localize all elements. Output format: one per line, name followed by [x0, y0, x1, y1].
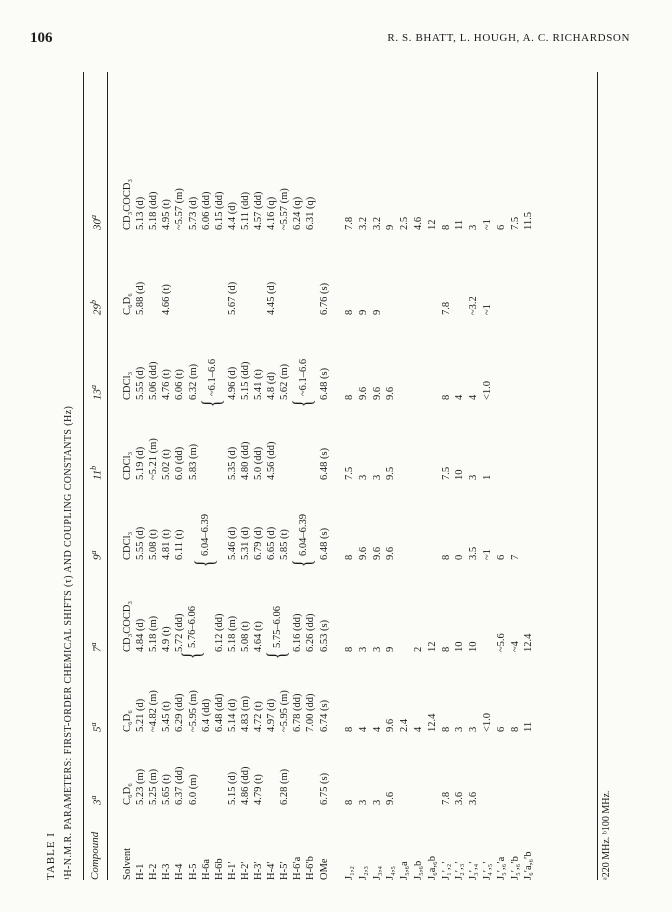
column-header-footnote-mark: a [89, 795, 98, 800]
table-cell: 5.55 (d) [135, 366, 147, 400]
table-cell: 6.65 (d) [266, 526, 278, 560]
column-header [89, 215, 104, 230]
table-cell: 6.16 (dd) [292, 613, 304, 652]
table-cell: 6.48 (s) [318, 447, 330, 480]
table-cell: 6.11 (t) [174, 529, 186, 560]
table-cell: 4.66 (t) [161, 284, 173, 315]
coupling-cell: 8 [344, 394, 355, 400]
table-cell: 6.79 (d) [253, 526, 264, 560]
coupling-cell: ~3.2 [468, 296, 480, 315]
column-header [89, 796, 104, 806]
column-header-footnote-mark: a [89, 722, 98, 727]
column-header-text: Compound [89, 831, 101, 880]
table-cell: CDCl₃ [122, 531, 133, 560]
table-cell: 6.28 (m) [279, 768, 291, 805]
range-value: 6.04–6.39 [298, 514, 310, 556]
range-value: ~6.1–6.6 [206, 358, 218, 396]
table-cell: ~5.57 (m) [174, 188, 186, 230]
table-cell: 5.62 (m) [279, 363, 291, 400]
table-cell: 4.76 (t) [161, 369, 173, 400]
top-rule [83, 72, 84, 880]
coupling-cell: 8 [344, 726, 355, 732]
row-label: H-6′a [292, 856, 304, 880]
coupling-cell: 3 [468, 224, 480, 230]
coupling-cell: ~1 [482, 219, 493, 230]
table-cell: 6.75 (s) [318, 772, 330, 805]
table-cell: 6.48 (s) [318, 367, 330, 400]
table-cell: C₆D₆ [122, 783, 133, 805]
coupling-cell: 4 [468, 394, 480, 400]
table-cell: CDCl₃ [122, 451, 133, 480]
table-cell: 5.46 (d) [226, 526, 238, 560]
coupling-cell: 8 [509, 726, 521, 732]
coupling-cell: 3 [371, 799, 383, 805]
bottom-rule [597, 72, 598, 880]
table-cell: ~5.21 (m) [148, 438, 160, 480]
coupling-cell: 12 [426, 641, 438, 652]
table-cell: 5.02 (t) [161, 449, 173, 480]
coupling-cell: 9.6 [385, 546, 397, 560]
range-brace: { [288, 399, 318, 407]
range-brace: { [196, 399, 226, 407]
table-cell: 6.06 (dd) [200, 191, 212, 230]
coupling-cell: 4 [454, 394, 466, 400]
coupling-cell: 8 [344, 554, 355, 560]
table-cell: 5.67 (d) [226, 281, 238, 315]
table-cell: 6.31 (q) [305, 196, 317, 230]
range-brace: { [190, 559, 220, 567]
coupling-cell: 10 [454, 641, 466, 652]
table-cell: 4.79 (t) [253, 774, 264, 805]
table-cell: 4.95 (t) [161, 199, 173, 230]
coupling-label: J₄,₅ [385, 865, 397, 880]
coupling-label: J₄′,₅′ [482, 861, 493, 880]
coupling-cell: 2.4 [399, 718, 411, 732]
coupling-cell: 4 [371, 726, 383, 732]
row-label: H-5 [187, 863, 199, 880]
table-cell: 4.4 (d) [226, 202, 238, 230]
table-cell: CD₃COCD₃ [122, 178, 133, 230]
column-header-text: 9 [91, 554, 104, 560]
coupling-cell: 3 [357, 474, 369, 480]
coupling-cell: 12 [426, 219, 438, 230]
column-header [89, 723, 104, 733]
column-header [89, 551, 104, 561]
coupling-cell: 7.8 [440, 301, 452, 315]
coupling-cell: 6 [495, 224, 507, 230]
coupling-cell: 9 [357, 309, 369, 315]
coupling-cell: 8 [440, 646, 452, 652]
coupling-cell: 9.6 [385, 386, 397, 400]
table-cell: 5.25 (m) [148, 768, 160, 805]
coupling-cell: ~4 [509, 641, 521, 652]
table-cell: 4.80 (dd) [239, 441, 251, 480]
range-value: 5.75–6.06 [272, 606, 284, 648]
table-cell: 5.45 (t) [161, 701, 173, 732]
table-cell: 4.8 (d) [266, 372, 278, 400]
row-label: H-5′ [279, 861, 291, 880]
table-cell: 6.4 (dd) [200, 698, 212, 732]
coupling-label: J₂,₃ [357, 865, 369, 880]
table-cell: 4.97 (d) [266, 698, 278, 732]
table-cell: 4.45 (d) [266, 281, 278, 315]
row-label: H-4′ [266, 861, 278, 880]
coupling-cell: 7.5 [440, 466, 452, 480]
coupling-cell: 8 [440, 224, 452, 230]
table-cell: CDCl₃ [122, 371, 133, 400]
table-cell: 5.35 (d) [226, 446, 238, 480]
row-label: H-6a [200, 859, 212, 880]
column-header-text: 7 [91, 646, 104, 652]
column-header-footnote-mark: a [89, 642, 98, 647]
coupling-cell: 3 [371, 646, 383, 652]
column-header [89, 385, 104, 400]
coupling-cell: ~1 [482, 549, 493, 560]
coupling-cell: 3.6 [468, 791, 480, 805]
table-cell: ~4.82 (m) [148, 690, 160, 732]
table-footnote: ᵃ220 MHz. ᵇ100 MHz. [601, 790, 612, 880]
coupling-cell: 6 [495, 554, 507, 560]
table-cell: 5.55 (d) [135, 526, 147, 560]
coupling-cell: 12.4 [523, 633, 535, 652]
coupling-cell: 3 [468, 474, 480, 480]
coupling-cell: 8 [344, 309, 355, 315]
running-head: R. S. BHATT, L. HOUGH, A. C. RICHARDSON [387, 32, 630, 44]
table-cell: 5.21 (d) [135, 698, 147, 732]
column-header-text: 30 [91, 219, 104, 230]
table-cell: 6.48 (s) [318, 527, 330, 560]
table-cell: 4.64 (t) [253, 621, 264, 652]
table-cell: 5.88 (d) [135, 281, 147, 315]
row-label: H-2′ [239, 861, 251, 880]
coupling-label: J₅,₆a [399, 861, 411, 880]
row-label: H-1 [135, 863, 147, 880]
table-cell: 4.86 (dd) [239, 766, 251, 805]
coupling-cell: 1 [482, 474, 493, 480]
coupling-cell: 7.5 [344, 466, 355, 480]
coupling-cell: 3.2 [371, 216, 383, 230]
table-cell: ~5.95 (m) [187, 690, 199, 732]
coupling-cell: 7.8 [344, 216, 355, 230]
coupling-cell: 3 [468, 726, 480, 732]
coupling-cell: 3.6 [454, 791, 466, 805]
table-cell: 5.19 (d) [135, 446, 147, 480]
table-cell: 5.31 (d) [239, 526, 251, 560]
table-cell: 5.85 (t) [279, 529, 291, 560]
range-brace: { [288, 559, 318, 567]
range-brace: { [262, 651, 292, 659]
table-cell: 7.00 (dd) [305, 693, 317, 732]
coupling-cell: 10 [454, 469, 466, 480]
coupling-cell: 2.5 [399, 216, 411, 230]
table-cell: 5.11 (dd) [239, 191, 251, 230]
table-cell: 4.9 (t) [161, 626, 173, 652]
column-header-text: 3 [91, 799, 104, 805]
column-header-text: 13 [91, 389, 104, 400]
table-cell: 5.08 (t) [148, 529, 160, 560]
table-cell: 5.73 (d) [187, 196, 199, 230]
coupling-cell: 4.6 [413, 216, 424, 230]
row-label: H-6′b [305, 856, 317, 880]
column-header-footnote-mark: a [89, 550, 98, 555]
table-cell: 4.72 (t) [253, 701, 264, 732]
table-cell: 5.06 (dd) [148, 361, 160, 400]
coupling-cell: <1.0 [482, 380, 493, 400]
table-cell: 4.83 (m) [239, 695, 251, 732]
coupling-cell: 3 [357, 799, 369, 805]
coupling-label: J₆a,₆b [426, 856, 438, 880]
table-cell: 5.18 (m) [148, 615, 160, 652]
coupling-cell: 9 [371, 309, 383, 315]
coupling-cell: 11 [523, 721, 535, 732]
coupling-cell: 8 [344, 646, 355, 652]
table-cell: 5.13 (d) [135, 196, 147, 230]
table-cell: 4.56 (dd) [266, 441, 278, 480]
row-label: H-3′ [253, 861, 264, 880]
column-header-footnote-mark: a [89, 215, 98, 219]
coupling-cell: 4 [413, 726, 424, 732]
table-cell: 6.74 (s) [318, 699, 330, 732]
row-label: OMe [318, 858, 330, 880]
header-rule [107, 72, 108, 880]
coupling-cell: 9.5 [385, 466, 397, 480]
coupling-cell: 9.6 [357, 546, 369, 560]
coupling-cell: 3.5 [468, 546, 480, 560]
table-cell: 5.83 (m) [187, 443, 199, 480]
coupling-cell: 12.4 [426, 713, 438, 732]
coupling-cell: 9.6 [357, 386, 369, 400]
coupling-label: J₆′a,₆′b [523, 851, 535, 880]
table-cell: 5.18 (dd) [148, 191, 160, 230]
column-header-footnote-mark: b [89, 465, 98, 470]
coupling-cell: 6 [495, 726, 507, 732]
table-cell: 6.26 (dd) [305, 613, 317, 652]
row-label: H-2 [148, 863, 160, 880]
table-cell: 5.18 (m) [226, 615, 238, 652]
coupling-cell: 7.8 [440, 791, 452, 805]
coupling-cell: 7 [509, 554, 521, 560]
coupling-cell: 7.5 [509, 216, 521, 230]
column-header-text: 5 [91, 726, 104, 732]
range-value: 6.04–6.39 [200, 514, 212, 556]
coupling-cell: 11 [454, 219, 466, 230]
table-cell: ~5.57 (m) [279, 188, 291, 230]
range-value: 5.76–6.06 [187, 606, 199, 648]
column-header-footnote-mark: b [89, 300, 98, 304]
table-cell: 6.32 (m) [187, 363, 199, 400]
table-cell: 5.72 (dd) [174, 613, 186, 652]
coupling-cell: 9 [385, 646, 397, 652]
coupling-label: J₃′,₄′ [468, 861, 480, 880]
table-cell: 6.76 (s) [318, 282, 330, 315]
coupling-cell: 3 [357, 646, 369, 652]
coupling-cell: 0 [454, 554, 466, 560]
table-cell: CD₃COCD₃ [122, 600, 133, 652]
table-cell: 6.15 (dd) [213, 191, 225, 230]
table-cell: 4.57 (dd) [253, 191, 264, 230]
rotated-table [45, 72, 615, 880]
coupling-label: J₂′,₃′ [454, 861, 466, 880]
column-header-text: 29 [91, 304, 104, 315]
column-header [89, 300, 104, 315]
table-cell: 6.0 (dd) [174, 446, 186, 480]
column-header [89, 643, 104, 653]
table-cell: 5.41 (t) [253, 369, 264, 400]
table-cell: 5.0 (dd) [253, 446, 264, 480]
table-caption: ¹H-N.M.R. PARAMETERS: FIRST-ORDER CHEMICAL SHIFTS (τ) AND COUPLING CONSTANTS (Hz) [63, 405, 74, 880]
row-label: H-1′ [226, 861, 238, 880]
table-cell: 6.0 (m) [187, 774, 199, 805]
table-cell: 4.84 (d) [135, 618, 147, 652]
table-cell: C₆D₆ [122, 293, 133, 315]
coupling-cell: 11.5 [523, 212, 535, 230]
column-header [89, 832, 101, 880]
coupling-cell: 9.6 [385, 791, 397, 805]
coupling-label: J₅′,₆′b [509, 856, 521, 880]
table-cell: 6.06 (t) [174, 369, 186, 400]
coupling-cell: 10 [468, 641, 480, 652]
coupling-cell: 8 [440, 726, 452, 732]
column-header [89, 466, 104, 480]
coupling-cell: 3 [371, 474, 383, 480]
page-number: 106 [30, 30, 53, 46]
coupling-cell: 8 [440, 394, 452, 400]
table-cell: 5.65 (t) [161, 774, 173, 805]
row-label: H-3 [161, 863, 173, 880]
coupling-label: J₃,₄ [371, 865, 383, 880]
table-cell: 4.16 (q) [266, 196, 278, 230]
coupling-cell: 3 [454, 726, 466, 732]
table-cell: 6.29 (dd) [174, 693, 186, 732]
table-cell: 4.96 (d) [226, 366, 238, 400]
table-cell: 5.08 (t) [239, 621, 251, 652]
table-cell: 6.37 (dd) [174, 766, 186, 805]
coupling-cell: 9.6 [371, 546, 383, 560]
table-cell: 5.23 (m) [135, 768, 147, 805]
row-label: H-4 [174, 863, 186, 880]
row-label: H-6b [213, 858, 225, 880]
table-cell: 5.14 (d) [226, 698, 238, 732]
coupling-cell: 9.6 [371, 386, 383, 400]
coupling-cell: 8 [344, 799, 355, 805]
coupling-cell: 9.6 [385, 718, 397, 732]
coupling-cell: <1.0 [482, 712, 493, 732]
table-cell: 6.78 (dd) [292, 693, 304, 732]
coupling-cell: 2 [413, 646, 424, 652]
table-cell: 6.12 (dd) [213, 613, 225, 652]
table-cell: ~5.95 (m) [279, 690, 291, 732]
column-header-footnote-mark: a [89, 385, 98, 389]
coupling-cell: ~5.6 [495, 633, 507, 652]
coupling-cell: 4 [357, 726, 369, 732]
coupling-label: J₁,₂ [344, 865, 355, 880]
table-cell: 6.48 (dd) [213, 693, 225, 732]
coupling-label: J₅′,₆′a [495, 856, 507, 880]
table-cell: 4.81 (t) [161, 529, 173, 560]
range-brace: { [177, 651, 207, 659]
coupling-label: J₁′,₂′ [440, 861, 452, 880]
column-header-text: 11 [91, 469, 104, 480]
table-cell: 6.24 (q) [292, 196, 304, 230]
table-cell: 5.15 (dd) [239, 361, 251, 400]
coupling-cell: ~1 [482, 304, 493, 315]
coupling-label: J₅,₆b [413, 860, 424, 880]
table-cell: 5.15 (d) [226, 771, 238, 805]
coupling-cell: 3.2 [357, 216, 369, 230]
table-cell: 6.53 (s) [318, 619, 330, 652]
table-label: TABLE I [45, 832, 57, 880]
coupling-cell: 9 [385, 224, 397, 230]
range-value: ~6.1–6.6 [298, 358, 310, 396]
table-cell: C₆D₆ [122, 710, 133, 732]
coupling-cell: 8 [440, 554, 452, 560]
row-label: Solvent [122, 847, 133, 880]
